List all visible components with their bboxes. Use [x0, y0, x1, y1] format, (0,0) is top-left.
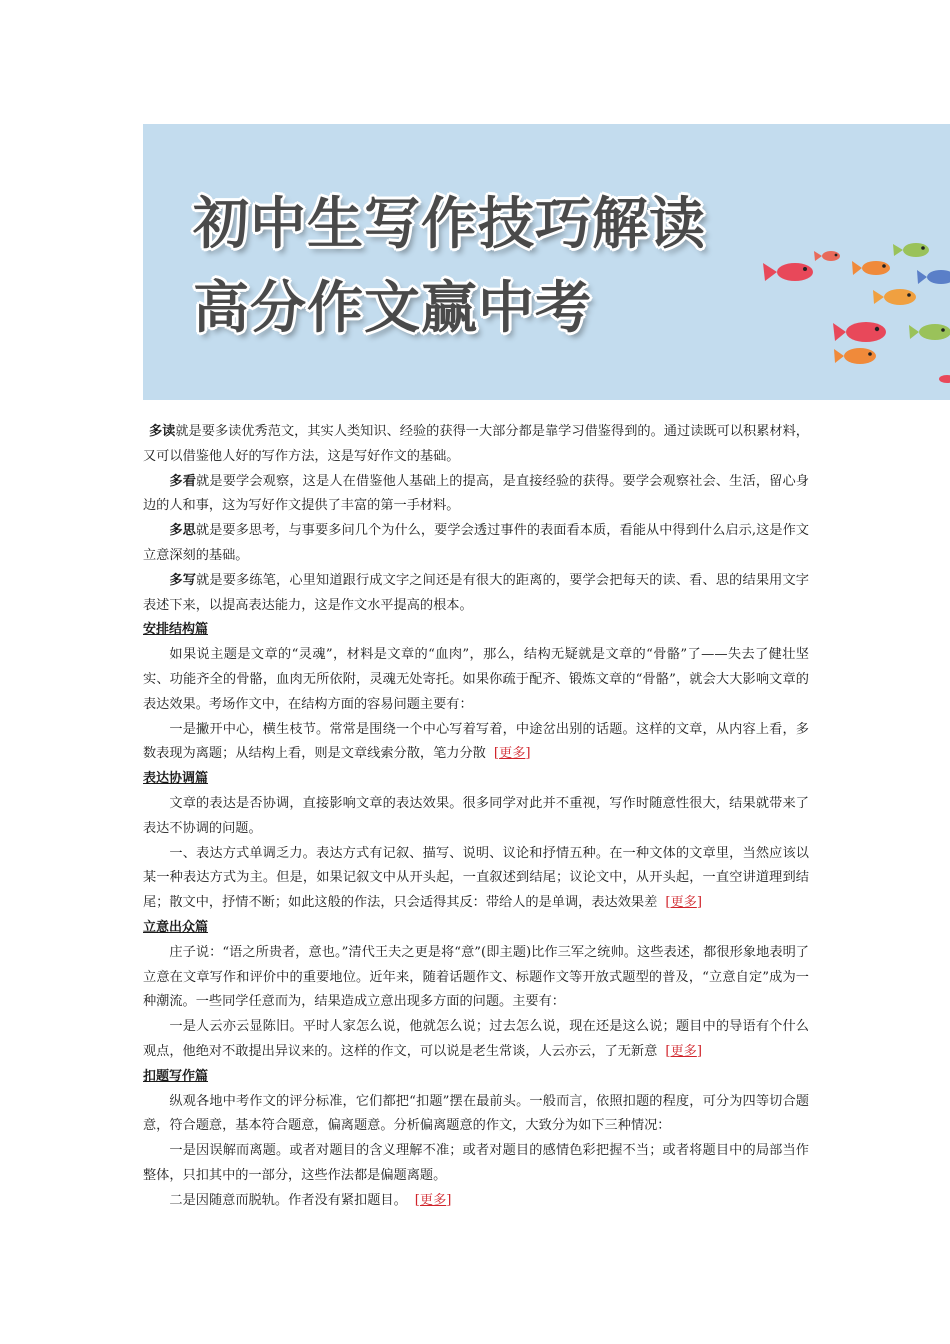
- fish-icon: [939, 375, 950, 383]
- intro-paragraph: [143, 519, 809, 569]
- intro-keyword: 多读: [148, 424, 176, 439]
- section-paragraph-text: 二是因随意而脱轨。作者没有紧扣题目。: [169, 1192, 407, 1208]
- more-link[interactable]: [更多]: [414, 1192, 452, 1208]
- section-paragraph: 如果说主题是文章的“灵魂”，材料是文章的“血肉”，那么，结构无疑就是文章的“骨骼”了——失去了健壮坚实、功能齐全的骨骼，血肉无所依附，灵魂无处寄托。如果你疏于配齐、锻炼文章的“骨骼”，就会大大影响文章的表达效果。考场作文中，在结构方面的容易问题主要有：: [143, 647, 809, 712]
- fish-icon: [893, 243, 929, 257]
- banner-title-line-2: 高分作文赢中考: [193, 276, 592, 341]
- section-paragraph: 庄子说：“语之所贵者，意也。”清代王夫之更是将“意”(即主题)比作三军之统帅。这些表述，都很形象地表明了立意在文章写作和评价中的重要地位。近年来，随着话题作文、标题作文等开放式题型的普及，“立意自定”成为一种潮流。一些同学任意而为，结果造成立意出现多方面的问题。主要有：: [143, 944, 809, 1010]
- section-paragraph-text: 一是撇开中心，横生枝节。常常是围绕一个中心写着写着，中途岔出别的话题。这样的文章，从内容上看，多数表现为离题；从结构上看，则是文章线索分散，笔力分散: [143, 721, 809, 762]
- section-paragraph-text: 一、表达方式单调乏力。表达方式有记叙、描写、说明、议论和抒情五种。在一种文体的文章里，当然应该以某一种表达方式为主。但是，如果记叙文中从开头起，一直叙述到结尾；议论文中，从开头起，一直空讲道理到结尾；散文中，抒情不断；如此这般的作法，只会适得其反：带给人的是单调，表达效果差: [143, 845, 809, 911]
- section-title-theme[interactable]: 立意出众篇: [143, 919, 209, 935]
- fish-icon: [917, 270, 950, 284]
- section-paragraph: [143, 1189, 809, 1214]
- intro-keyword: 多看: [169, 473, 197, 489]
- section-paragraph: 纵观各地中考作文的评分标准，它们都把“扣题”摆在最前头。一般而言，依照扣题的程度，可分为四等切合题意，符合题意，基本符合题意，偏离题意。分析偏离题意的作文，大致分为如下三种情况：: [143, 1093, 809, 1134]
- more-link-label[interactable]: 更多: [670, 895, 697, 911]
- section-paragraph-text: 一是人云亦云显陈旧。平时人家怎么说，他就怎么说；过去怎么说，现在还是这么说；题目中的导语有个什么观点，他绝对不敢提出异议来的。这样的作文，可以说是老生常谈，人云亦云，了无新意: [143, 1019, 809, 1059]
- more-link[interactable]: [更多]: [665, 1043, 702, 1059]
- more-link-label[interactable]: 更多: [499, 746, 526, 762]
- fish-icon: [814, 251, 840, 261]
- fish-icon: [909, 324, 950, 340]
- section-title-structure[interactable]: 安排结构篇: [143, 622, 209, 638]
- intro-text: 就是要多思考，与事要多问几个为什么，要学会透过事件的表面看本质，看能从中得到什么启示,这是作文立意深刻的基础。: [143, 523, 809, 563]
- intro-text: 就是要学会观察，这是人在借鉴他人基础上的提高，是直接经验的获得。要学会观察社会、生活，留心身边的人和事，这为写好作文提供了丰富的第一手材料。: [143, 473, 809, 514]
- fish-icon: [873, 289, 916, 305]
- section-paragraph: 一是因误解而离题。或者对题目的含义理解不准；或者对题目的感情色彩把握不当；或者将题目中的局部当作整体，只扣其中的一部分，这些作法都是偏题离题。: [143, 1143, 809, 1183]
- fish-icon: [763, 263, 813, 281]
- fish-icon: [852, 261, 890, 275]
- section-paragraph: [143, 842, 809, 916]
- intro-text: 就是要多读优秀范文，其实人类知识、经验的获得一大部分都是靠学习借鉴得到的。通过读既可以积累材料，又可以借鉴他人好的写作方法，这是写好作文的基础。: [143, 424, 809, 464]
- fish-icon: [833, 322, 886, 342]
- intro-keyword: 多思: [169, 523, 196, 539]
- intro-paragraph: [143, 569, 809, 619]
- more-link[interactable]: [更多]: [665, 895, 702, 911]
- article-body: [143, 420, 809, 1214]
- section-title-topic[interactable]: 扣题写作篇: [143, 1068, 209, 1084]
- intro-paragraph: [143, 420, 809, 470]
- section-paragraph: [143, 1015, 809, 1065]
- more-link[interactable]: [更多]: [493, 746, 531, 762]
- section-paragraph: [143, 718, 809, 768]
- section-title-expression[interactable]: 表达协调篇: [143, 771, 209, 787]
- fish-icon: [834, 348, 876, 364]
- banner-title-line-1: 初中生写作技巧解读: [193, 192, 706, 257]
- intro-keyword: 多写: [169, 572, 197, 588]
- more-link-label[interactable]: 更多: [419, 1192, 447, 1208]
- header-banner: [143, 124, 950, 400]
- intro-text: 就是要多练笔，心里知道跟行成文字之间还是有很大的距离的，要学会把每天的读、看、思的结果用文字表述下来，以提高表达能力，这是作文水平提高的根本。: [143, 572, 809, 613]
- section-paragraph: 文章的表达是否协调，直接影响文章的表达效果。很多同学对此并不重视，写作时随意性很大，结果就带来了表达不协调的问题。: [143, 795, 809, 836]
- intro-paragraph: [143, 470, 809, 520]
- more-link-label[interactable]: 更多: [670, 1043, 697, 1059]
- fish-illustration: [743, 224, 950, 400]
